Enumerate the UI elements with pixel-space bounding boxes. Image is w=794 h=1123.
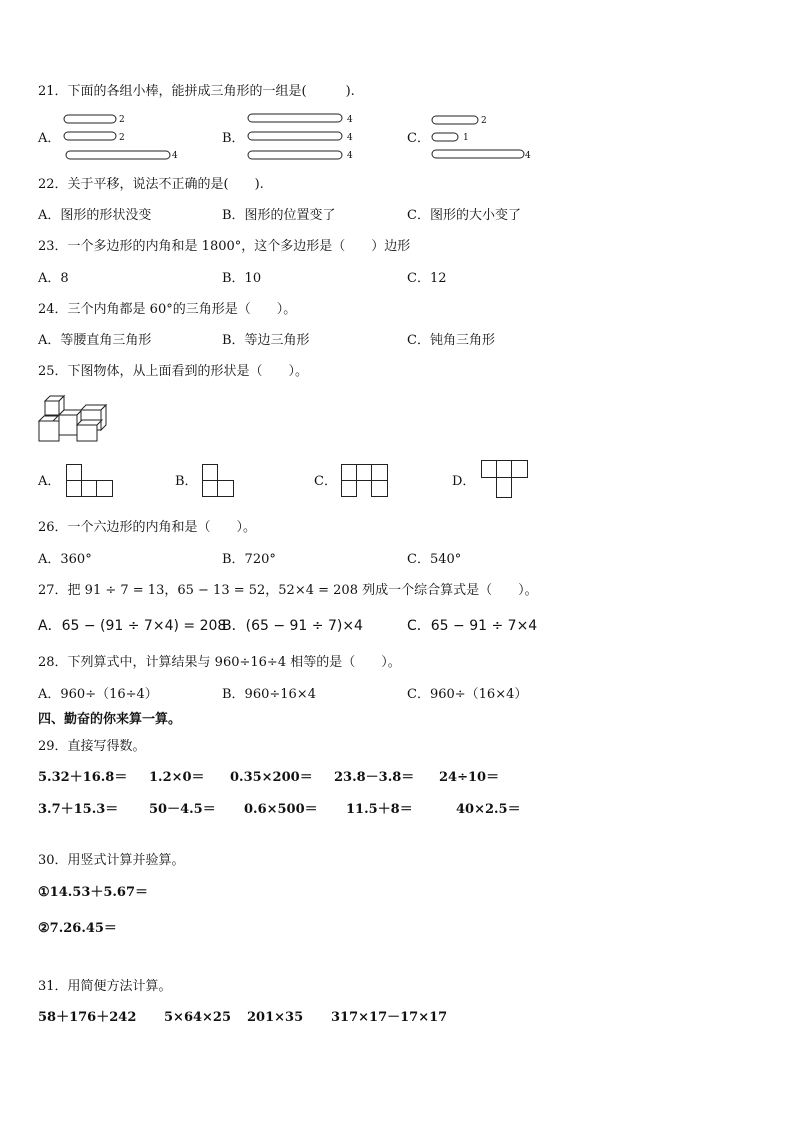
stick [64,115,116,123]
stick-length-label: 2 [119,133,125,143]
q29-item: 50－4.5＝ [149,802,216,817]
stick [248,114,342,122]
q29-item: 40×2.5＝ [456,802,521,817]
q25-option-d[interactable]: D． [452,474,476,489]
q29-item: 0.35×200＝ [230,770,313,785]
q23-option-c[interactable]: C．12 [407,271,447,286]
q30-item: ②7.26.45＝ [38,921,117,936]
stick [432,116,478,124]
q29-stem: 29．直接写得数。 [38,739,146,754]
stick-length-label: 4 [172,151,178,161]
stick-length-label: 4 [525,151,531,161]
q27-option-c[interactable]: C．65 − 91 ÷ 7×4 [407,618,538,634]
q29-item: 0.6×500＝ [244,802,318,817]
q23-stem: 23．一个多边形的内角和是 1800°，这个多边形是（ ）边形 [38,239,411,254]
q29-item: 5.32＋16.8＝ [38,770,128,785]
q31-stem: 31．用简便方法计算。 [38,979,172,994]
q26-option-a[interactable]: A．360° [38,552,92,567]
stick-length-label: 2 [119,115,125,125]
q22-option-a[interactable]: A．图形的形状没变 [38,208,152,223]
stick-length-label: 1 [463,133,469,143]
q25-stem: 25．下图物体，从上面看到的形状是（ ）。 [38,364,309,379]
q21-option-b-label[interactable]: B． [222,131,245,146]
q25-option-d-shape [481,460,531,500]
q25-option-a[interactable]: A． [38,474,61,489]
q23-option-a[interactable]: A．8 [38,271,69,286]
q25-option-c-shape [341,464,391,500]
stick-length-label: 4 [347,115,353,125]
q25-option-b[interactable]: B． [175,474,198,489]
q29-item: 1.2×0＝ [149,770,205,785]
q31-item: 317×17－17×17 [331,1010,448,1025]
q30-stem: 30．用竖式计算并验算。 [38,853,185,868]
q22-option-c[interactable]: C．图形的大小变了 [407,208,521,223]
q23-option-b[interactable]: B．10 [222,271,262,286]
q31-item: 201×35 [247,1010,304,1025]
q26-stem: 26．一个六边形的内角和是（ ）。 [38,520,257,535]
stick [432,133,458,141]
q27-stem: 27．把 91 ÷ 7 = 13，65 − 13 = 52，52×4 = 208 列成一个综合算式是（ ）。 [38,583,538,598]
q25-option-a-shape [66,464,116,500]
q25-option-c[interactable]: C． [314,474,337,489]
q30-item: ①14.53＋5.67＝ [38,885,149,900]
q21-option-c-label[interactable]: C． [407,131,430,146]
q31-item: 5×64×25 [164,1010,232,1025]
stick-length-label: 2 [481,116,487,126]
stick [432,150,524,158]
q21-option-a-label[interactable]: A． [38,131,61,146]
stick [248,132,342,140]
q27-option-b[interactable]: B．(65 − 91 ÷ 7)×4 [222,618,363,634]
q28-option-c[interactable]: C．960÷（16×4） [407,687,528,702]
q31-item: 58＋176＋242 [38,1010,137,1025]
q25-option-b-shape [202,464,238,500]
stick [248,151,342,159]
q29-item: 3.7＋15.3＝ [38,802,119,817]
q24-stem: 24．三个内角都是 60°的三角形是（ ）。 [38,302,297,317]
q21-option-b-sticks [246,112,356,164]
q29-item: 24÷10＝ [439,770,500,785]
q27-option-a[interactable]: A．65 − (91 ÷ 7×4) = 208 [38,618,227,634]
q29-item: 23.8－3.8＝ [334,770,415,785]
q28-option-b[interactable]: B．960÷16×4 [222,687,316,702]
q22-stem: 22．关于平移，说法不正确的是( ). [38,177,264,192]
section-heading: 四、勤奋的你来算一算。 [38,712,182,727]
q25-cube-figure [38,393,110,445]
q29-item: 11.5＋8＝ [346,802,413,817]
stick [64,132,116,140]
q28-option-a[interactable]: A．960÷（16÷4） [38,687,158,702]
q28-stem: 28．下列算式中，计算结果与 960÷16÷4 相等的是（ ）。 [38,655,401,670]
q22-option-b[interactable]: B．图形的位置变了 [222,208,336,223]
q24-option-a[interactable]: A．等腰直角三角形 [38,333,152,348]
q24-option-c[interactable]: C．钝角三角形 [407,333,495,348]
q26-option-b[interactable]: B．720° [222,552,276,567]
stick-length-label: 4 [347,133,353,143]
q24-option-b[interactable]: B．等边三角形 [222,333,310,348]
stick [66,151,170,159]
q26-option-c[interactable]: C．540° [407,552,462,567]
q21-stem: 21．下面的各组小棒，能拼成三角形的一组是( ). [38,84,355,99]
stick-length-label: 4 [347,151,353,161]
